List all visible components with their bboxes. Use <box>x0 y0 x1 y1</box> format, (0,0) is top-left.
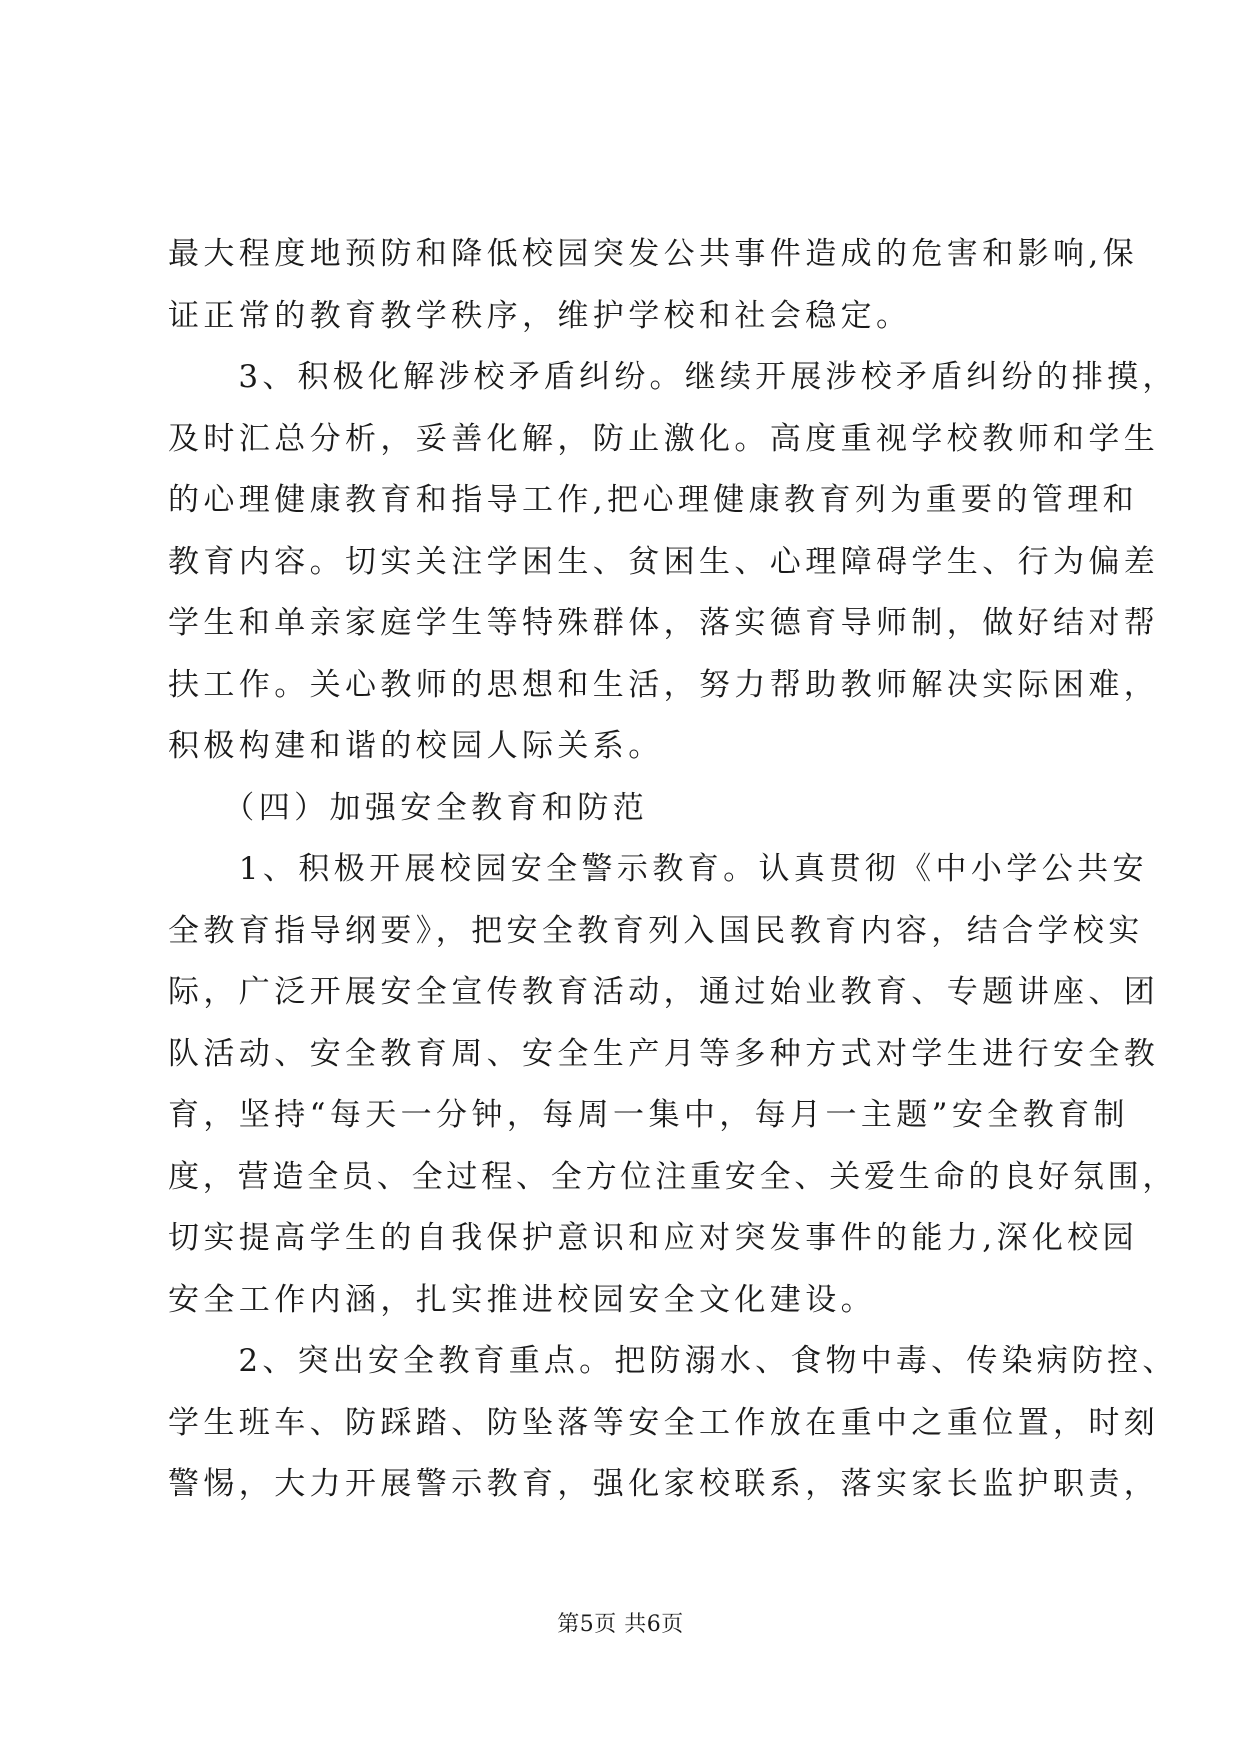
text-line: 证正常的教育教学秩序，维护学校和社会稳定。 <box>168 298 912 334</box>
text-line: 度，营造全员、全过程、全方位注重安全、关爱生命的良好氛围， <box>168 1159 1178 1195</box>
text-line: 扶工作。关心教师的思想和生活，努力帮助教师解决实际困难， <box>168 667 1160 703</box>
text-line: 警惕，大力开展警示教育，强化家校联系，落实家长监护职责， <box>168 1466 1160 1502</box>
text-line: 3、积极化解涉校矛盾纠纷。继续开展涉校矛盾纠纷的排摸， <box>168 359 1178 395</box>
text-line: 切实提高学生的自我保护意识和应对突发事件的能力,深化校园 <box>168 1220 1139 1256</box>
text-line: 教育内容。切实关注学困生、贫困生、心理障碍学生、行为偏差 <box>168 544 1160 580</box>
text-line: 最大程度地预防和降低校园突发公共事件造成的危害和影响,保 <box>168 236 1139 272</box>
text-line: 学生和单亲家庭学生等特殊群体，落实德育导师制，做好结对帮 <box>168 605 1160 641</box>
text-line: 学生班车、防踩踏、防坠落等安全工作放在重中之重位置，时刻 <box>168 1405 1160 1441</box>
text-line: 1、积极开展校园安全警示教育。认真贯彻《中小学公共安 <box>168 851 1148 887</box>
text-line: 积极构建和谐的校园人际关系。 <box>168 728 664 764</box>
text-line: 安全工作内涵，扎实推进校园安全文化建设。 <box>168 1282 876 1318</box>
text-line: 2、突出安全教育重点。把防溺水、食物中毒、传染病防控、 <box>168 1343 1178 1379</box>
section-heading: （四）加强安全教育和防范 <box>168 790 649 826</box>
text-line: 及时汇总分析，妥善化解，防止激化。高度重视学校教师和学生 <box>168 421 1160 457</box>
page-number-footer: 第5页 共6页 <box>557 1612 684 1637</box>
text-line: 全教育指导纲要》，把安全教育列入国民教育内容，结合学校实 <box>168 913 1144 949</box>
text-line: 的心理健康教育和指导工作,把心理健康教育列为重要的管理和 <box>168 482 1139 518</box>
text-line: 际，广泛开展安全宣传教育活动，通过始业教育、专题讲座、团 <box>168 974 1160 1010</box>
text-line: 育，坚持“每天一分钟，每周一集中，每月一主题”安全教育制 <box>168 1097 1129 1133</box>
text-line: 队活动、安全教育周、安全生产月等多种方式对学生进行安全教 <box>168 1036 1160 1072</box>
